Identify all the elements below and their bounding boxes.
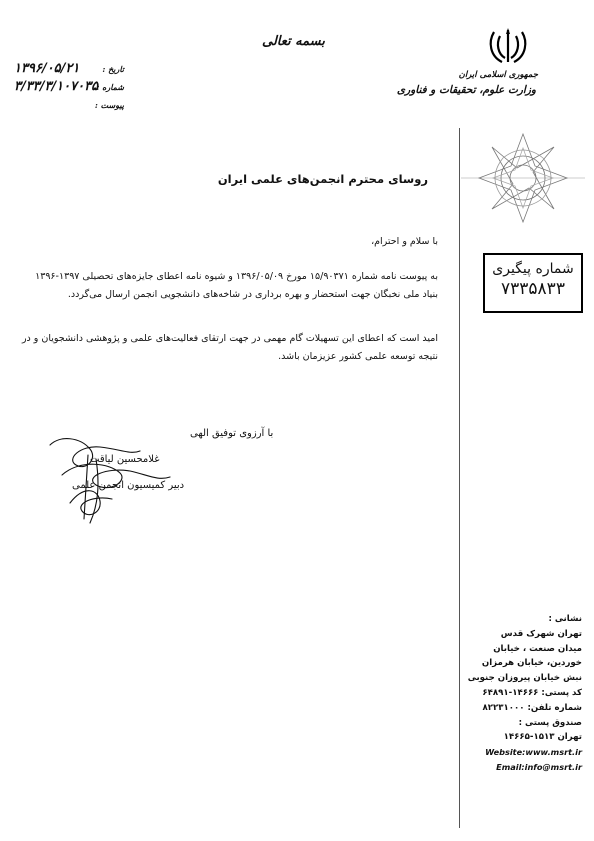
po-box: تهران ۱۵۱۳-۱۴۶۶۵ xyxy=(503,732,582,743)
margin-rule xyxy=(459,128,460,828)
attachment-label: پیوست : xyxy=(94,100,124,110)
paragraph-2-line-2: نتیجه توسعه علمی کشور عزیزمان باشد. xyxy=(278,351,438,362)
date-value: ۱۳۹۶/۰۵/۲۱ xyxy=(14,61,80,76)
paragraph-1-line-1: به پیوست نامه شماره ۱۵/۹۰۳۷۱ مورخ ۱۳۹۶/۰۵/۰۹ و شیوه نامه اعطای جایزه‌های تحصیلی ۱۳۹۷-۱۳۹۶ xyxy=(35,271,438,282)
paragraph-2-line-1: امید است که اعطای این تسهیلات گام مهمی در جهت ارتقای فعالیت‌های علمی و پژوهشی دانشجویان و در xyxy=(21,333,438,344)
islamic-ornament-icon xyxy=(461,128,585,228)
address-line-2: میدان صنعت ، خیابان xyxy=(493,643,582,654)
iran-emblem-icon xyxy=(486,24,530,68)
signatory-title: دبیر کمیسیون انجمن علمی xyxy=(72,480,185,491)
number-label: شماره : xyxy=(96,82,124,92)
letter-meta xyxy=(14,58,124,112)
website-link[interactable]: Website:www.msrt.ir xyxy=(485,747,582,758)
tracking-label: شماره پیگیری xyxy=(492,261,574,277)
date-label: تاریخ : xyxy=(102,64,124,74)
postal-code: کد پستی: ۱۴۶۶۶-۶۴۸۹۱ xyxy=(482,687,582,698)
tracking-number-box xyxy=(483,253,583,313)
address-line-4: نبش خیابان پیروزان جنوبی xyxy=(467,673,582,684)
address-block xyxy=(468,612,582,775)
number-row xyxy=(14,76,124,94)
attachment-row xyxy=(14,94,124,112)
ministry-title: وزارت علوم، تحقیقات و فناوری xyxy=(396,84,536,96)
number-value: ۳/۳۳/۳/۱۰۷۰۳۵ xyxy=(14,79,99,94)
date-row xyxy=(14,58,124,76)
address-line-3: خوردین، خیابان هرمزان xyxy=(481,658,582,669)
po-box-label: صندوق پستی : xyxy=(518,717,582,728)
address-label: نشانی : xyxy=(548,614,582,624)
signatory-name: غلامحسین لیاقت xyxy=(90,454,160,465)
handwritten-signature xyxy=(40,415,180,525)
recipient: روسای محترم انجمن‌های علمی ایران xyxy=(217,172,428,186)
phone-number: شماره تلفن: ۸۲۲۳۱۰۰۰ xyxy=(482,702,582,713)
address-line-1: تهران شهرک قدس xyxy=(500,628,582,639)
paragraph-1 xyxy=(35,268,438,304)
tracking-value: ۷۳۳۵۸۳۳ xyxy=(501,279,565,299)
republic-title: جمهوری اسلامی ایران xyxy=(458,70,538,80)
signature-wish: با آرزوی توفیق الهی xyxy=(190,428,274,439)
email-link[interactable]: Email:info@msrt.ir xyxy=(496,761,582,772)
paragraph-2 xyxy=(22,330,438,366)
paragraph-1-line-2: بنیاد ملی نخبگان جهت استحضار و بهره برداری در شاخه‌های دانشجویی انجمن ارسال می‌گردد. xyxy=(67,289,438,300)
greeting: با سلام و احترام، xyxy=(371,236,438,247)
bismillah-heading: بسمه تعالی xyxy=(262,34,325,49)
